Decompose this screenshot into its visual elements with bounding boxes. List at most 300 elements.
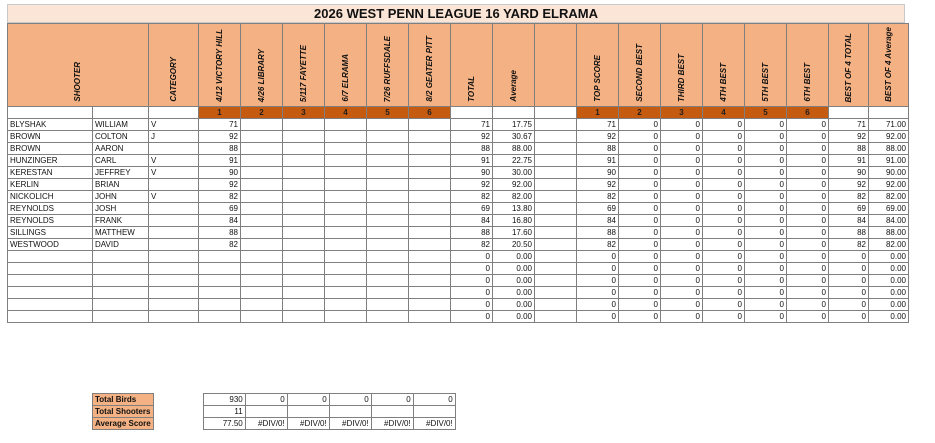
spacer-cell[interactable]	[535, 203, 577, 215]
second-best-cell[interactable]: 0	[619, 215, 661, 227]
shooter-last-cell[interactable]: BROWN	[8, 131, 93, 143]
event-2-cell[interactable]	[241, 143, 283, 155]
best4-total-cell[interactable]: 92	[829, 179, 869, 191]
event-3-cell[interactable]	[283, 215, 325, 227]
second-best-cell[interactable]: 0	[619, 131, 661, 143]
event-2-cell[interactable]	[241, 155, 283, 167]
summary-value-cell[interactable]: 930	[203, 394, 245, 406]
shooter-last-cell[interactable]: SILLINGS	[8, 227, 93, 239]
spacer-cell[interactable]	[535, 275, 577, 287]
event-6-cell[interactable]	[409, 191, 451, 203]
best4-total-cell[interactable]: 0	[829, 263, 869, 275]
category-cell[interactable]	[149, 239, 199, 251]
best4-average-cell[interactable]: 0.00	[869, 311, 909, 323]
event-2-cell[interactable]	[241, 275, 283, 287]
summary-value-cell[interactable]: 11	[203, 406, 245, 418]
sixth-best-cell[interactable]: 0	[787, 287, 829, 299]
fifth-best-cell[interactable]: 0	[745, 239, 787, 251]
second-best-cell[interactable]: 0	[619, 227, 661, 239]
category-cell[interactable]	[149, 251, 199, 263]
event-3-cell[interactable]	[283, 167, 325, 179]
sixth-best-cell[interactable]: 0	[787, 311, 829, 323]
shooter-first-cell[interactable]: JEFFREY	[93, 167, 149, 179]
header-third-best[interactable]: THIRD BEST	[661, 24, 703, 107]
event-number-4[interactable]: 4	[325, 107, 367, 119]
shooter-first-cell[interactable]	[93, 287, 149, 299]
average-cell[interactable]: 82.00	[493, 191, 535, 203]
category-cell[interactable]	[149, 263, 199, 275]
sixth-best-cell[interactable]: 0	[787, 299, 829, 311]
best4-average-cell[interactable]: 0.00	[869, 263, 909, 275]
second-best-cell[interactable]: 0	[619, 275, 661, 287]
summary-value-cell[interactable]: 0	[287, 394, 329, 406]
event-1-cell[interactable]: 88	[199, 143, 241, 155]
header-event-4[interactable]: 6/7 ELRAMA	[325, 24, 367, 107]
summary-value-cell[interactable]: #DIV/0!	[287, 418, 329, 430]
average-cell[interactable]: 88.00	[493, 143, 535, 155]
cell[interactable]	[493, 107, 535, 119]
event-2-cell[interactable]	[241, 251, 283, 263]
best4-average-cell[interactable]: 92.00	[869, 131, 909, 143]
event-2-cell[interactable]	[241, 263, 283, 275]
cell[interactable]	[451, 107, 493, 119]
event-4-cell[interactable]	[325, 131, 367, 143]
top-score-cell[interactable]: 90	[577, 167, 619, 179]
sixth-best-cell[interactable]: 0	[787, 239, 829, 251]
summary-value-cell[interactable]: 0	[413, 394, 455, 406]
event-2-cell[interactable]	[241, 167, 283, 179]
total-cell[interactable]: 88	[451, 143, 493, 155]
event-1-cell[interactable]: 92	[199, 179, 241, 191]
average-cell[interactable]: 30.67	[493, 131, 535, 143]
fourth-best-cell[interactable]: 0	[703, 227, 745, 239]
summary-value-cell[interactable]	[413, 406, 455, 418]
best4-average-cell[interactable]: 92.00	[869, 179, 909, 191]
cell[interactable]	[8, 107, 93, 119]
sixth-best-cell[interactable]: 0	[787, 251, 829, 263]
shooter-last-cell[interactable]	[8, 311, 93, 323]
average-cell[interactable]: 92.00	[493, 179, 535, 191]
best4-total-cell[interactable]: 92	[829, 131, 869, 143]
sixth-best-cell[interactable]: 0	[787, 131, 829, 143]
second-best-cell[interactable]: 0	[619, 239, 661, 251]
best4-average-cell[interactable]: 88.00	[869, 143, 909, 155]
shooter-first-cell[interactable]: FRANK	[93, 215, 149, 227]
event-5-cell[interactable]	[367, 143, 409, 155]
top-score-cell[interactable]: 0	[577, 275, 619, 287]
event-2-cell[interactable]	[241, 179, 283, 191]
spacer-cell[interactable]	[535, 263, 577, 275]
header-total[interactable]: TOTAL	[451, 24, 493, 107]
header-6th-best[interactable]: 6TH BEST	[787, 24, 829, 107]
event-1-cell[interactable]: 71	[199, 119, 241, 131]
third-best-cell[interactable]: 0	[661, 287, 703, 299]
total-cell[interactable]: 82	[451, 191, 493, 203]
spacer-cell[interactable]	[535, 143, 577, 155]
best-number-2[interactable]: 2	[619, 107, 661, 119]
spacer-cell[interactable]	[535, 299, 577, 311]
fifth-best-cell[interactable]: 0	[745, 119, 787, 131]
event-5-cell[interactable]	[367, 203, 409, 215]
header-average[interactable]: Average	[493, 24, 535, 107]
top-score-cell[interactable]: 88	[577, 143, 619, 155]
second-best-cell[interactable]: 0	[619, 203, 661, 215]
best4-total-cell[interactable]: 88	[829, 143, 869, 155]
fourth-best-cell[interactable]: 0	[703, 119, 745, 131]
best4-total-cell[interactable]: 82	[829, 191, 869, 203]
fourth-best-cell[interactable]: 0	[703, 191, 745, 203]
shooter-first-cell[interactable]: AARON	[93, 143, 149, 155]
summary-label[interactable]: Total Shooters	[93, 406, 154, 418]
shooter-last-cell[interactable]	[8, 275, 93, 287]
fifth-best-cell[interactable]: 0	[745, 311, 787, 323]
best4-total-cell[interactable]: 88	[829, 227, 869, 239]
total-cell[interactable]: 92	[451, 131, 493, 143]
fifth-best-cell[interactable]: 0	[745, 191, 787, 203]
event-4-cell[interactable]	[325, 287, 367, 299]
cell[interactable]	[869, 107, 909, 119]
event-2-cell[interactable]	[241, 239, 283, 251]
fourth-best-cell[interactable]: 0	[703, 143, 745, 155]
shooter-last-cell[interactable]: REYNOLDS	[8, 203, 93, 215]
event-1-cell[interactable]: 82	[199, 239, 241, 251]
best4-average-cell[interactable]: 0.00	[869, 251, 909, 263]
third-best-cell[interactable]: 0	[661, 263, 703, 275]
spacer-cell[interactable]	[535, 167, 577, 179]
event-2-cell[interactable]	[241, 287, 283, 299]
summary-value-cell[interactable]: 0	[329, 394, 371, 406]
sixth-best-cell[interactable]: 0	[787, 263, 829, 275]
best4-total-cell[interactable]: 69	[829, 203, 869, 215]
fifth-best-cell[interactable]: 0	[745, 251, 787, 263]
event-4-cell[interactable]	[325, 299, 367, 311]
average-cell[interactable]: 17.75	[493, 119, 535, 131]
top-score-cell[interactable]: 92	[577, 131, 619, 143]
event-6-cell[interactable]	[409, 311, 451, 323]
event-6-cell[interactable]	[409, 251, 451, 263]
best4-total-cell[interactable]: 0	[829, 299, 869, 311]
event-3-cell[interactable]	[283, 299, 325, 311]
event-2-cell[interactable]	[241, 131, 283, 143]
top-score-cell[interactable]: 91	[577, 155, 619, 167]
header-4th-best[interactable]: 4TH BEST	[703, 24, 745, 107]
event-3-cell[interactable]	[283, 203, 325, 215]
shooter-last-cell[interactable]	[8, 299, 93, 311]
header-spacer[interactable]	[535, 24, 577, 107]
sixth-best-cell[interactable]: 0	[787, 203, 829, 215]
event-6-cell[interactable]	[409, 155, 451, 167]
top-score-cell[interactable]: 0	[577, 287, 619, 299]
header-event-5[interactable]: 7/26 RUFFSDALE	[367, 24, 409, 107]
average-cell[interactable]: 20.50	[493, 239, 535, 251]
total-cell[interactable]: 91	[451, 155, 493, 167]
event-4-cell[interactable]	[325, 227, 367, 239]
spacer-cell[interactable]	[535, 287, 577, 299]
category-cell[interactable]: V	[149, 191, 199, 203]
second-best-cell[interactable]: 0	[619, 251, 661, 263]
fourth-best-cell[interactable]: 0	[703, 251, 745, 263]
sixth-best-cell[interactable]: 0	[787, 275, 829, 287]
best4-total-cell[interactable]: 0	[829, 275, 869, 287]
event-3-cell[interactable]	[283, 287, 325, 299]
shooter-first-cell[interactable]: BRIAN	[93, 179, 149, 191]
event-5-cell[interactable]	[367, 155, 409, 167]
category-cell[interactable]	[149, 179, 199, 191]
event-1-cell[interactable]: 90	[199, 167, 241, 179]
event-3-cell[interactable]	[283, 239, 325, 251]
shooter-last-cell[interactable]	[8, 287, 93, 299]
spacer-cell[interactable]	[535, 311, 577, 323]
third-best-cell[interactable]: 0	[661, 311, 703, 323]
summary-label[interactable]: Total Birds	[93, 394, 154, 406]
best-number-4[interactable]: 4	[703, 107, 745, 119]
best4-average-cell[interactable]: 71.00	[869, 119, 909, 131]
fifth-best-cell[interactable]: 0	[745, 215, 787, 227]
category-cell[interactable]	[149, 215, 199, 227]
shooter-last-cell[interactable]	[8, 263, 93, 275]
header-best4-average[interactable]: BEST OF 4 Average	[869, 24, 909, 107]
best-number-1[interactable]: 1	[577, 107, 619, 119]
top-score-cell[interactable]: 0	[577, 311, 619, 323]
best4-total-cell[interactable]: 0	[829, 251, 869, 263]
fifth-best-cell[interactable]: 0	[745, 131, 787, 143]
category-cell[interactable]	[149, 203, 199, 215]
header-event-1[interactable]: 4/12 VICTORY HILL	[199, 24, 241, 107]
event-6-cell[interactable]	[409, 179, 451, 191]
shooter-first-cell[interactable]: CARL	[93, 155, 149, 167]
spacer-cell[interactable]	[535, 155, 577, 167]
third-best-cell[interactable]: 0	[661, 179, 703, 191]
second-best-cell[interactable]: 0	[619, 191, 661, 203]
best4-total-cell[interactable]: 82	[829, 239, 869, 251]
second-best-cell[interactable]: 0	[619, 311, 661, 323]
spacer-cell[interactable]	[535, 227, 577, 239]
best4-total-cell[interactable]: 0	[829, 287, 869, 299]
event-2-cell[interactable]	[241, 311, 283, 323]
fifth-best-cell[interactable]: 0	[745, 179, 787, 191]
event-2-cell[interactable]	[241, 215, 283, 227]
total-cell[interactable]: 84	[451, 215, 493, 227]
event-5-cell[interactable]	[367, 191, 409, 203]
third-best-cell[interactable]: 0	[661, 239, 703, 251]
event-5-cell[interactable]	[367, 131, 409, 143]
event-3-cell[interactable]	[283, 311, 325, 323]
event-5-cell[interactable]	[367, 227, 409, 239]
shooter-first-cell[interactable]: JOSH	[93, 203, 149, 215]
category-cell[interactable]	[149, 311, 199, 323]
fourth-best-cell[interactable]: 0	[703, 299, 745, 311]
second-best-cell[interactable]: 0	[619, 119, 661, 131]
sixth-best-cell[interactable]: 0	[787, 215, 829, 227]
event-5-cell[interactable]	[367, 239, 409, 251]
event-1-cell[interactable]	[199, 275, 241, 287]
event-1-cell[interactable]	[199, 311, 241, 323]
fourth-best-cell[interactable]: 0	[703, 179, 745, 191]
total-cell[interactable]: 0	[451, 311, 493, 323]
fifth-best-cell[interactable]: 0	[745, 275, 787, 287]
total-cell[interactable]: 0	[451, 251, 493, 263]
fourth-best-cell[interactable]: 0	[703, 263, 745, 275]
third-best-cell[interactable]: 0	[661, 215, 703, 227]
event-4-cell[interactable]	[325, 179, 367, 191]
total-cell[interactable]: 0	[451, 263, 493, 275]
event-3-cell[interactable]	[283, 227, 325, 239]
second-best-cell[interactable]: 0	[619, 299, 661, 311]
event-number-2[interactable]: 2	[241, 107, 283, 119]
event-2-cell[interactable]	[241, 203, 283, 215]
event-5-cell[interactable]	[367, 311, 409, 323]
event-2-cell[interactable]	[241, 299, 283, 311]
event-4-cell[interactable]	[325, 191, 367, 203]
event-6-cell[interactable]	[409, 167, 451, 179]
event-3-cell[interactable]	[283, 263, 325, 275]
sixth-best-cell[interactable]: 0	[787, 227, 829, 239]
third-best-cell[interactable]: 0	[661, 227, 703, 239]
event-number-3[interactable]: 3	[283, 107, 325, 119]
event-6-cell[interactable]	[409, 239, 451, 251]
event-1-cell[interactable]: 84	[199, 215, 241, 227]
third-best-cell[interactable]: 0	[661, 143, 703, 155]
event-3-cell[interactable]	[283, 191, 325, 203]
event-1-cell[interactable]: 91	[199, 155, 241, 167]
shooter-last-cell[interactable]	[8, 251, 93, 263]
event-3-cell[interactable]	[283, 119, 325, 131]
best4-average-cell[interactable]: 69.00	[869, 203, 909, 215]
shooter-first-cell[interactable]: MATTHEW	[93, 227, 149, 239]
event-4-cell[interactable]	[325, 119, 367, 131]
fourth-best-cell[interactable]: 0	[703, 131, 745, 143]
best4-average-cell[interactable]: 0.00	[869, 287, 909, 299]
second-best-cell[interactable]: 0	[619, 263, 661, 275]
third-best-cell[interactable]: 0	[661, 203, 703, 215]
shooter-first-cell[interactable]	[93, 275, 149, 287]
shooter-first-cell[interactable]: DAVID	[93, 239, 149, 251]
third-best-cell[interactable]: 0	[661, 251, 703, 263]
event-1-cell[interactable]: 88	[199, 227, 241, 239]
best4-average-cell[interactable]: 91.00	[869, 155, 909, 167]
top-score-cell[interactable]: 82	[577, 191, 619, 203]
summary-value-cell[interactable]: #DIV/0!	[329, 418, 371, 430]
event-1-cell[interactable]: 69	[199, 203, 241, 215]
third-best-cell[interactable]: 0	[661, 155, 703, 167]
event-4-cell[interactable]	[325, 155, 367, 167]
event-4-cell[interactable]	[325, 203, 367, 215]
second-best-cell[interactable]: 0	[619, 143, 661, 155]
second-best-cell[interactable]: 0	[619, 167, 661, 179]
shooter-last-cell[interactable]: REYNOLDS	[8, 215, 93, 227]
event-6-cell[interactable]	[409, 287, 451, 299]
best-number-6[interactable]: 6	[787, 107, 829, 119]
shooter-last-cell[interactable]: WESTWOOD	[8, 239, 93, 251]
total-cell[interactable]: 92	[451, 179, 493, 191]
header-top-score[interactable]: TOP SCORE	[577, 24, 619, 107]
fifth-best-cell[interactable]: 0	[745, 227, 787, 239]
event-3-cell[interactable]	[283, 155, 325, 167]
event-5-cell[interactable]	[367, 167, 409, 179]
sixth-best-cell[interactable]: 0	[787, 155, 829, 167]
cell[interactable]	[93, 107, 149, 119]
header-shooter[interactable]: SHOOTER	[8, 24, 149, 107]
event-2-cell[interactable]	[241, 191, 283, 203]
header-category[interactable]: CATEGORY	[149, 24, 199, 107]
fourth-best-cell[interactable]: 0	[703, 275, 745, 287]
shooter-first-cell[interactable]: COLTON	[93, 131, 149, 143]
event-3-cell[interactable]	[283, 143, 325, 155]
header-event-6[interactable]: 8/2 GEATER PITT	[409, 24, 451, 107]
average-cell[interactable]: 13.80	[493, 203, 535, 215]
header-second-best[interactable]: SECOND BEST	[619, 24, 661, 107]
total-cell[interactable]: 88	[451, 227, 493, 239]
top-score-cell[interactable]: 84	[577, 215, 619, 227]
spacer-cell[interactable]	[535, 179, 577, 191]
event-1-cell[interactable]: 82	[199, 191, 241, 203]
event-4-cell[interactable]	[325, 167, 367, 179]
best4-total-cell[interactable]: 91	[829, 155, 869, 167]
average-cell[interactable]: 0.00	[493, 251, 535, 263]
top-score-cell[interactable]: 82	[577, 239, 619, 251]
event-6-cell[interactable]	[409, 227, 451, 239]
average-cell[interactable]: 22.75	[493, 155, 535, 167]
shooter-first-cell[interactable]	[93, 263, 149, 275]
event-4-cell[interactable]	[325, 311, 367, 323]
event-5-cell[interactable]	[367, 215, 409, 227]
event-2-cell[interactable]	[241, 227, 283, 239]
sixth-best-cell[interactable]: 0	[787, 179, 829, 191]
sixth-best-cell[interactable]: 0	[787, 119, 829, 131]
category-cell[interactable]: V	[149, 167, 199, 179]
summary-value-cell[interactable]: #DIV/0!	[245, 418, 287, 430]
average-cell[interactable]: 17.60	[493, 227, 535, 239]
summary-value-cell[interactable]: 0	[245, 394, 287, 406]
spacer-cell[interactable]	[535, 251, 577, 263]
event-number-5[interactable]: 5	[367, 107, 409, 119]
event-4-cell[interactable]	[325, 251, 367, 263]
event-4-cell[interactable]	[325, 239, 367, 251]
best4-average-cell[interactable]: 90.00	[869, 167, 909, 179]
total-cell[interactable]: 0	[451, 299, 493, 311]
fifth-best-cell[interactable]: 0	[745, 287, 787, 299]
third-best-cell[interactable]: 0	[661, 119, 703, 131]
summary-value-cell[interactable]	[287, 406, 329, 418]
event-5-cell[interactable]	[367, 299, 409, 311]
cell[interactable]	[535, 107, 577, 119]
third-best-cell[interactable]: 0	[661, 167, 703, 179]
shooter-last-cell[interactable]: BLYSHAK	[8, 119, 93, 131]
fifth-best-cell[interactable]: 0	[745, 155, 787, 167]
second-best-cell[interactable]: 0	[619, 287, 661, 299]
third-best-cell[interactable]: 0	[661, 191, 703, 203]
cell[interactable]	[149, 107, 199, 119]
spacer-cell[interactable]	[535, 119, 577, 131]
event-6-cell[interactable]	[409, 275, 451, 287]
best4-total-cell[interactable]: 0	[829, 311, 869, 323]
category-cell[interactable]	[149, 275, 199, 287]
fifth-best-cell[interactable]: 0	[745, 299, 787, 311]
event-4-cell[interactable]	[325, 263, 367, 275]
total-cell[interactable]: 0	[451, 287, 493, 299]
summary-value-cell[interactable]	[329, 406, 371, 418]
event-number-6[interactable]: 6	[409, 107, 451, 119]
fifth-best-cell[interactable]: 0	[745, 203, 787, 215]
summary-label[interactable]: Average Score	[93, 418, 154, 430]
header-event-2[interactable]: 4/26 LIBRARY	[241, 24, 283, 107]
summary-value-cell[interactable]	[371, 406, 413, 418]
shooter-first-cell[interactable]: JOHN	[93, 191, 149, 203]
event-1-cell[interactable]	[199, 251, 241, 263]
shooter-last-cell[interactable]: KERESTAN	[8, 167, 93, 179]
average-cell[interactable]: 0.00	[493, 287, 535, 299]
event-5-cell[interactable]	[367, 287, 409, 299]
